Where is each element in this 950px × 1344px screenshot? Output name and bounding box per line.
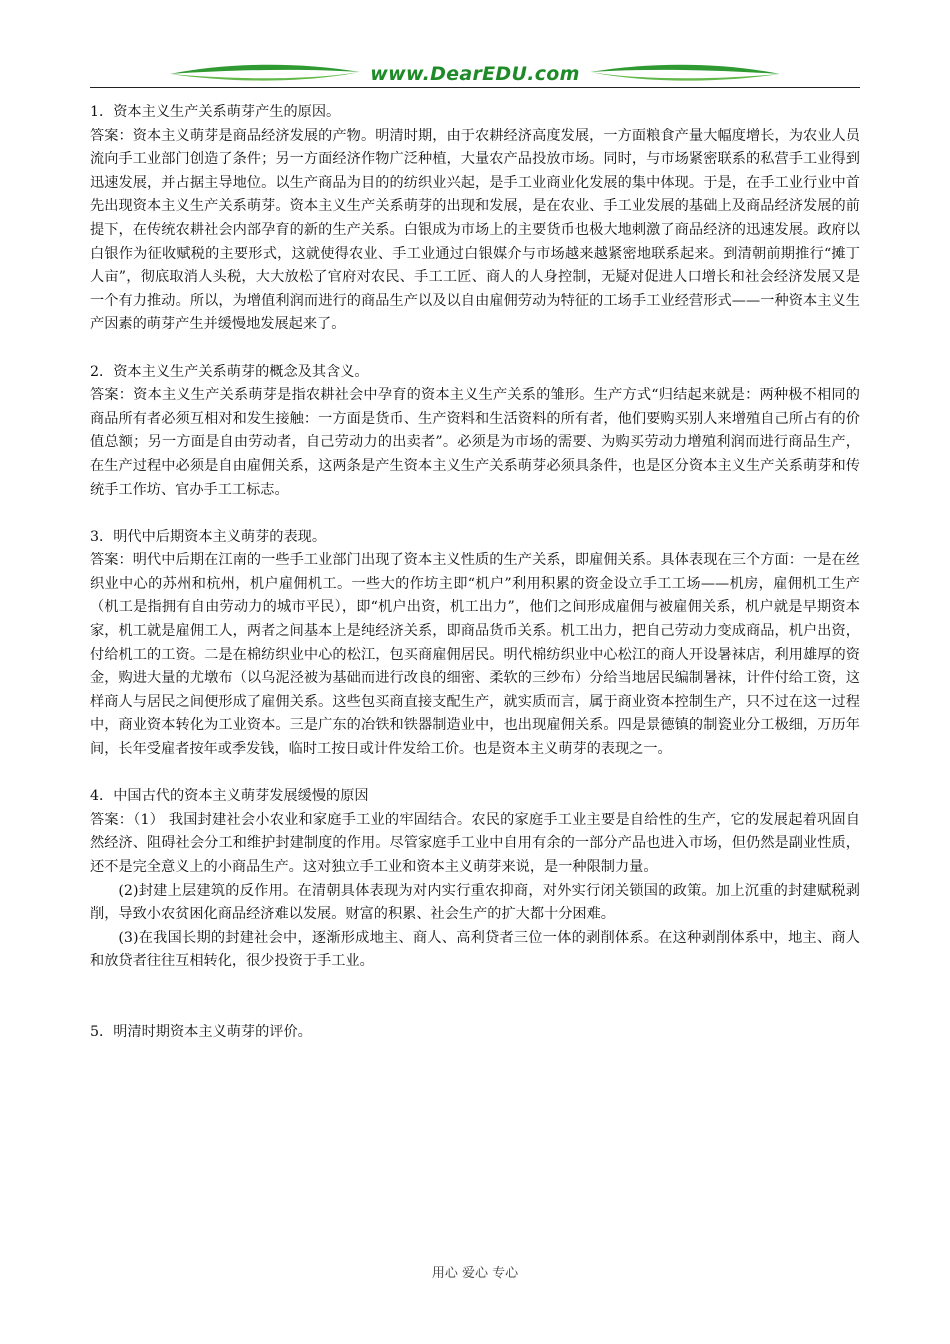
section-4 [90,785,860,974]
page-footer: 用心 爱心 专心 [431,1266,519,1281]
answer-1: 答案：资本主义萌芽是商品经济发展的产物。明清时期，由于农耕经济高度发展，一方面粮食产量大幅度增长，为农业人员流向手工业部门创造了条件；另一方面经济作物广泛种植，大量农产品投放市场。同时，与市场紧密联系的私营手工业得到迅速发展，并占据主导地位。以生产商品为目的的纺织业兴起，是手工业商业化发展的集中体现。于是，在手工业行业中首先出现资本主义生产关系萌芽。资本主义生产关系萌芽的出现和发展，是在农业、手工业发展的基础上及商品经济发展的前提下，在传统农耕社会内部孕育的新的生产关系。白银成为市场上的主要货币也极大地刺激了商品经济的迅速发展。政府以白银作为征收赋税的主要形式，这就使得农业、手工业通过白银媒介与市场越来越紧密地联系起来。到清朝前期推行“摊丁人亩”，彻底取消人头税，大大放松了官府对农民、手工工匠、商人的人身控制，无疑对促进人口增长和社会经济发展又是一个有力推动。所以，为增值利润而进行的商品生产以及以自由雇佣劳动为特征的工场手工业经营形式——一种资本主义生产因素的萌芽产生并缓慢地发展起来了。 [90,127,860,333]
answer-3: 答案：明代中后期在江南的一些手工业部门出现了资本主义性质的生产关系，即雇佣关系。具体表现在三个方面：一是在丝织业中心的苏州和杭州，机户雇佣机工。一些大的作坊主即“机户”利用积累的资金设立手工工场——机房，雇佣机工生产（机工是指拥有自由劳动力的城市平民），即“机户出资，机工出力”，他们之间形成雇佣与被雇佣关系，机户就是早期资本家，机工就是雇佣工人，两者之间基本上是纯经济关系，即商品货币关系。机工出力，把自己劳动力变成商品，机户出资，付给机工的工资。二是在棉纺织业中心的松江，包买商雇佣居民。明代棉纺织业中心松江的商人开设暑袜店，利用雄厚的资金，购进大量的尤墩布（以乌泥泾被为基础而进行改良的细密、柔软的三纱布）分给当地居民编制暑袜，计件付给工资，这样商人与居民之间便形成了雇佣关系。这些包买商直接支配生产，就实质而言，属于商业资本控制生产，只不过在这一过程中，商业资本转化为工业资本。三是广东的冶铁和铁器制造业中，也出现雇佣关系。四是景德镇的制瓷业分工极细，万历年间，长年受雇者按年或季发钱，临时工按日或计件发给工价。也是资本主义萌芽的表现之一。 [90,552,860,758]
answer-2: 答案：资本主义生产关系萌芽是指农耕社会中孕育的资本主义生产关系的雏形。生产方式“归结起来就是：两种极不相同的商品所有者必须互相对和发生接触：一方面是货币、生产资料和生活资料的所有者，他们要购买别人来增殖自己所占有的价值总额；另一方面是自由劳动者，自己劳动力的出卖者”。必须是为市场的需要、为购买劳动力增殖利润而进行商品生产，在生产过程中必须是自由雇佣关系，这两条是产生资本主义生产关系萌芽必须具条件，也是区分资本主义生产关系萌芽和传统手工作坊、官办手工工标志。 [90,387,860,498]
header-rule [90,87,860,88]
section-1 [90,101,860,337]
site-logo-text: www.DearEDU.com [370,63,580,85]
page-header [90,60,860,90]
question-2: 2．资本主义生产关系萌芽的概念及其含义。 [90,363,369,380]
answer-4: 答案：（1） 我国封建社会小农业和家庭手工业的牢固结合。农民的家庭手工业主要是自给性的生产，它的发展起着巩固自然经济、阻碍社会分工和维护封建制度的作用。尽管家庭手工业中自用有余的一部分产品也进入市场，但仍然是副业性质，还不是完全意义上的小商品生产。这对独立手工业和资本主义萌芽来说，是一种限制力量。 [90,811,860,875]
section-2 [90,361,860,503]
section-3 [90,526,860,762]
question-1: 1．资本主义生产关系萌芽产生的原因。 [90,104,341,120]
question-5: 5．明清时期资本主义萌芽的评价。 [90,1023,312,1040]
question-4: 4．中国古代的资本主义萌芽发展缓慢的原因 [90,788,369,805]
question-3: 3．明代中后期资本主义萌芽的表现。 [90,528,327,545]
answer-4-paragraph-2: (2)封建上层建筑的反作用。在清朝具体表现为对内实行重农抑商，对外实行闭关锁国的政策。加上沉重的封建赋税剥削，导致小农贫困化商品经济难以发展。财富的积累、社会生产的扩大都十分困难。 [90,882,860,923]
section-5 [90,1021,860,1045]
answer-4-paragraph-3: (3)在我国长期的封建社会中，逐渐形成地主、商人、高利贷者三位一体的剥削体系。在这种剥削体系中，地主、商人和放贷者往往互相转化，很少投资于手工业。 [90,929,860,970]
document-body [90,101,860,1068]
